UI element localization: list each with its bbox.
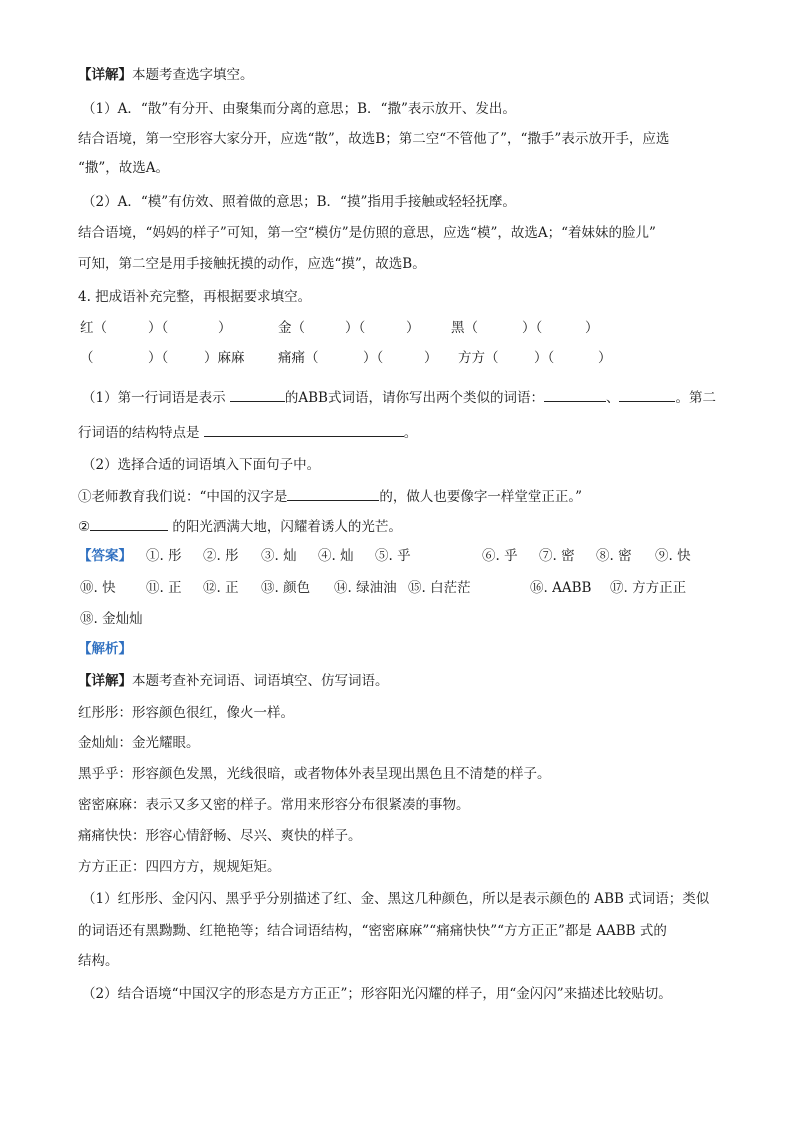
idiom-cell: ） (218, 320, 232, 336)
answer-blank (90, 516, 168, 531)
detail-line-5: （2）A．“模”有仿效、照着做的意思；B．“摸”指用手接触或轻轻抚摩。 (82, 194, 516, 210)
analysis-tag: 【解析】 (78, 641, 132, 657)
answer-item: ⑧. 密 (596, 548, 632, 564)
answer-item: ⑥. 乎 (482, 548, 518, 564)
answer-item: ⑩. 快 (80, 580, 116, 596)
analysis-line-4: 黑乎乎：形容颜色发黑，光线很暗，或者物体外表呈现出黑色且不清楚的样子。 (78, 766, 551, 782)
analysis-line-9: 的词语还有黑黝黝、红艳艳等；结合词语结构，“密密麻麻”“痛痛快快”“方方正正”都是 AABB 式的 (78, 923, 667, 939)
answer-item: ⑨. 快 (655, 548, 691, 564)
answer-item: ②. 彤 (203, 548, 239, 564)
answer-item: ④. 灿 (318, 548, 354, 564)
answer-item: ⑤. 乎 (375, 548, 411, 564)
idiom-cell: ）（ (148, 350, 169, 366)
idiom-cell: ）麻麻 (204, 350, 245, 366)
analysis-line-7: 方方正正：四四方方，规规矩矩。 (78, 859, 281, 875)
answer-item: ⑱. 金灿灿 (80, 611, 143, 627)
answer-blank (230, 387, 285, 402)
answer-blank (287, 486, 379, 501)
idiom-cell: ） (585, 320, 599, 336)
sub-question-2-sentence-1: ①老师教育我们说：“中国的汉字是 的，做人也要像字一样堂堂正正。” (78, 486, 582, 506)
idiom-cell: 方方（ (458, 350, 499, 366)
answer-tag: 【答案】 (78, 548, 132, 564)
analysis-line-6: 痛痛快快：形容心情舒畅、尽兴、爽快的样子。 (78, 828, 362, 844)
detail-tag: 【详解】 (78, 67, 132, 83)
detail-line-4: “撒”，故选A。 (78, 160, 170, 176)
answer-item: ⑮. 白茫茫 (408, 580, 471, 596)
answer-item: ⑦. 密 (539, 548, 575, 564)
analysis-line-1: 【详解】本题考查补充词语、词语填空、仿写词语。 (78, 673, 389, 689)
idiom-cell: ）（ (345, 320, 366, 336)
sub-question-2-sentence-2: ② 的阳光洒满大地，闪耀着诱人的光芒。 (78, 516, 402, 536)
analysis-line-11: （2）结合语境“中国汉字的形态是方方正正”；形容阳光闪耀的样子，用“金闪闪”来描述比较贴切。 (82, 986, 672, 1002)
idiom-cell: ）（ (148, 320, 169, 336)
idiom-cell: ） (406, 320, 420, 336)
answer-item: ⑫. 正 (203, 580, 239, 596)
detail-line-6: 结合语境，“妈妈的样子”可知，第一空“模仿”是仿照的意思，应选“模”，故选A；“着妹妹的脸儿” (78, 225, 656, 241)
answer-item: ⑬. 颜色 (261, 580, 311, 596)
answer-item: ⑯. AABB (530, 580, 592, 596)
idiom-cell: ）（ (522, 320, 543, 336)
analysis-line-2: 红彤彤：形容颜色很红，像火一样。 (78, 705, 294, 721)
idiom-cell: 金（ (278, 320, 305, 336)
idiom-cell: ） (598, 350, 612, 366)
answer-item: ③. 灿 (261, 548, 297, 564)
idiom-cell: 痛痛（ (278, 350, 319, 366)
answer-item: ⑭. 绿油油 (334, 580, 397, 596)
answer-blank (619, 387, 675, 402)
detail-line-2: （1）A．“散”有分开、由聚集而分离的意思；B．“撒”表示放开、发出。 (82, 101, 516, 117)
answer-item: ⑰. 方方正正 (610, 580, 687, 596)
question-4-title: 4. 把成语补充完整，再根据要求填空。 (78, 289, 312, 305)
idiom-cell: 黑（ (451, 320, 478, 336)
idiom-cell: ） (424, 350, 438, 366)
detail-line-3: 结合语境，第一空形容大家分开，应选“散”，故选B；第二空“不管他了”，“撒手”表示放开手，应选 (78, 131, 670, 147)
idiom-cell: ）（ (534, 350, 555, 366)
detail-tag: 【详解】 (78, 673, 132, 689)
analysis-line-8: （1）红彤彤、金闪闪、黑乎乎分别描述了红、金、黑这几种颜色，所以是表示颜色的 ABB 式词语；类似 (82, 891, 710, 907)
analysis-line-3: 金灿灿：金光耀眼。 (78, 735, 200, 751)
answer-item: ①. 彤 (146, 548, 182, 564)
idiom-cell: （ (80, 350, 94, 366)
idiom-cell: ）（ (363, 350, 384, 366)
analysis-line-10: 结构。 (78, 953, 119, 969)
detail-line-1: 【详解】本题考查选字填空。 (78, 67, 254, 83)
sub-question-2-title: （2）选择合适的词语填入下面句子中。 (82, 457, 321, 473)
answer-blank (544, 387, 606, 402)
answer-item: ⑪. 正 (146, 580, 182, 596)
sub-question-1-line-1: （1）第一行词语是表示 的ABB式词语，请你写出两个类似的词语： 、 。第二 (82, 387, 716, 407)
detail-line-7: 可知，第二空是用手接触抚摸的动作，应选“摸”，故选B。 (78, 256, 426, 272)
answer-blank (204, 422, 404, 437)
sub-question-1-line-2: 行词语的结构特点是 。 (78, 422, 417, 442)
idiom-cell: 红（ (80, 320, 107, 336)
analysis-line-5: 密密麻麻：表示又多又密的样子。常用来形容分布很紧凑的事物。 (78, 797, 470, 813)
